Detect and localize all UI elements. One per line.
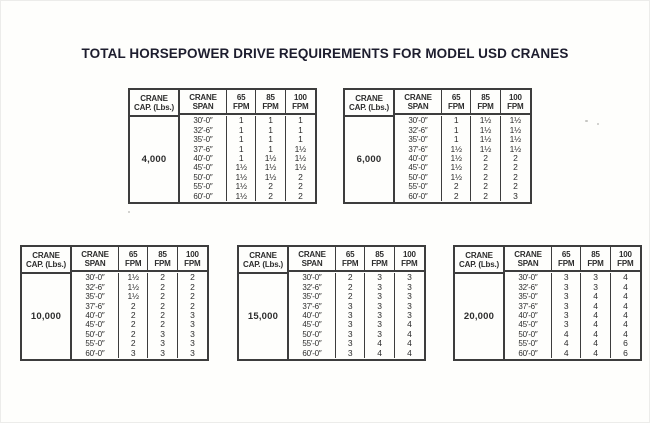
span-header-line2: SPAN [84, 258, 106, 268]
span-cell: 40′-0″ [289, 311, 336, 320]
fpm85-header-cell [471, 90, 500, 113]
hp-value-cell: 2 [148, 301, 177, 310]
fpm85-header-line2: FPM [262, 101, 279, 111]
span-cell: 30′-0″ [289, 273, 336, 282]
fpm100-header-cell [395, 247, 424, 270]
horsepower-table-6000 [343, 88, 532, 204]
hp-value-cell: 4 [365, 339, 394, 348]
hp-value-cell: 1½ [119, 282, 148, 291]
hp-value-cell: 2 [119, 330, 148, 339]
hp-value-cell: 3 [407, 272, 412, 283]
hp-value-cell: 4 [581, 320, 610, 329]
span-header-line1: CRANE [298, 249, 326, 259]
fpm65-header-line1: 65 [236, 92, 246, 102]
span-header-cell [395, 90, 442, 113]
hp-value-cell: 3 [365, 292, 394, 301]
span-cell: 55′-0″ [72, 339, 119, 348]
span-cell: 37′-6″ [180, 144, 227, 153]
hp-value-cell: 2 [298, 171, 303, 182]
capacity-header-line1: CRANE [465, 250, 493, 260]
capacity-header-cell [455, 247, 503, 274]
fpm100-header-line2: FPM [184, 258, 201, 268]
scan-speck [585, 120, 588, 122]
hp-value-cell: 2 [119, 320, 148, 329]
hp-value-cell: 2 [148, 320, 177, 329]
span-cell: 40′-0″ [180, 154, 227, 163]
capacity-header-line1: CRANE [32, 250, 60, 260]
hp-value-cell: 3 [365, 311, 394, 320]
capacity-header-line1: CRANE [249, 250, 277, 260]
hp-value-cell: 3 [336, 339, 365, 348]
hp-value-cell: 3 [365, 330, 394, 339]
fpm65-header-line2: FPM [125, 258, 142, 268]
table-header-row [395, 90, 530, 115]
fpm100-header-line1: 100 [508, 92, 522, 102]
span-cell: 50′-0″ [72, 330, 119, 339]
hp-value-cell: 1 [227, 135, 256, 144]
span-cell: 35′-0″ [289, 292, 336, 301]
hp-value-cell: 3 [336, 320, 365, 329]
hp-value-cell: 4 [407, 319, 412, 330]
fpm85-header-line2: FPM [154, 258, 171, 268]
span-cell: 45′-0″ [395, 163, 442, 172]
hp-value-cell: 3 [552, 320, 581, 329]
hp-value-cell: 4 [407, 347, 412, 358]
hp-value-cell: 2 [336, 273, 365, 282]
fpm85-header-line2: FPM [477, 101, 494, 111]
hp-value-cell: 2 [471, 192, 500, 201]
hp-value-cell: 1½ [471, 135, 500, 144]
fpm100-header-line1: 100 [402, 249, 416, 259]
span-cell: 37′-6″ [395, 144, 442, 153]
hp-value-cell: 1½ [227, 192, 256, 201]
fpm65-header-line2: FPM [342, 258, 359, 268]
span-cell: 55′-0″ [505, 339, 552, 348]
hp-value-cell: 1 [227, 125, 256, 134]
hp-value-cell: 3 [336, 311, 365, 320]
hp-value-cell: 1 [256, 135, 285, 144]
hp-value-cell: 1 [227, 154, 256, 163]
hp-value-cell: 1½ [227, 173, 256, 182]
fpm100-header-line2: FPM [292, 101, 309, 111]
hp-value-cell: 4 [552, 330, 581, 339]
span-header-cell [289, 247, 336, 270]
hp-value-cell: 4 [552, 349, 581, 358]
hp-value-cell: 2 [513, 152, 518, 163]
fpm85-header-line1: 85 [158, 249, 167, 259]
hp-value-cell: 1½ [294, 152, 307, 163]
span-cell: 55′-0″ [180, 182, 227, 191]
span-cell: 50′-0″ [289, 330, 336, 339]
capacity-value: 20,000 [463, 311, 495, 322]
span-cell: 40′-0″ [395, 154, 442, 163]
span-header-line2: SPAN [192, 101, 214, 111]
hp-value-cell: 1½ [294, 162, 307, 173]
hp-value-cell: 1 [256, 125, 285, 134]
span-cell: 45′-0″ [505, 320, 552, 329]
span-cell: 60′-0″ [505, 349, 552, 358]
hp-value-cell: 1½ [442, 144, 471, 153]
table-body [289, 272, 424, 359]
capacity-header-line2: CAP. (Lbs.) [459, 259, 499, 269]
capacity-header-line2: CAP. (Lbs.) [349, 102, 389, 112]
horsepower-table-10000 [20, 245, 209, 361]
table-main-column [395, 90, 530, 202]
hp-value-cell: 4 [623, 272, 628, 283]
capacity-column [455, 247, 505, 359]
span-cell: 32′-6″ [289, 282, 336, 291]
fpm85-header-cell [256, 90, 285, 113]
capacity-value: 6,000 [356, 154, 382, 165]
span-header-line1: CRANE [514, 249, 542, 259]
fpm65-header-line2: FPM [233, 101, 250, 111]
hp-value-cell: 2 [190, 300, 195, 311]
table-body [505, 272, 640, 359]
hp-value-cell: 4 [581, 301, 610, 310]
hp-value-cell: 3 [552, 301, 581, 310]
hp-value-cell: 2 [148, 292, 177, 301]
span-cell: 50′-0″ [505, 330, 552, 339]
span-header-cell [180, 90, 227, 113]
hp-value-cell: 2 [471, 173, 500, 182]
horsepower-table-20000 [453, 245, 642, 361]
hp-value-cell: 2 [190, 291, 195, 302]
hp-value-cell: 1 [227, 116, 256, 125]
hp-value-cell: 3 [190, 347, 195, 358]
fpm65-header-line1: 65 [561, 249, 571, 259]
span-cell: 37′-6″ [505, 301, 552, 310]
scan-speck [597, 123, 599, 125]
hp-value-cell: 1½ [227, 163, 256, 172]
hp-value-cell: 1 [227, 144, 256, 153]
hp-value-cell: 1½ [119, 273, 148, 282]
table-body [180, 115, 315, 202]
hp-value-cell: 6 [623, 338, 628, 349]
span-cell: 60′-0″ [395, 192, 442, 201]
hp-value-cell: 1 [298, 124, 303, 135]
hp-value-cell: 1½ [509, 124, 522, 135]
hp-value-cell: 2 [471, 163, 500, 172]
hp-value-cell: 2 [513, 162, 518, 173]
hp-value-cell: 3 [552, 273, 581, 282]
table-main-column [72, 247, 207, 359]
hp-value-cell: 2 [256, 182, 285, 191]
span-cell: 60′-0″ [289, 349, 336, 358]
capacity-value: 4,000 [141, 154, 167, 165]
span-cell: 30′-0″ [395, 116, 442, 125]
fpm100-header-cell [178, 247, 207, 270]
capacity-header-cell [130, 90, 178, 117]
hp-value-cell: 4 [581, 330, 610, 339]
capacity-value: 15,000 [247, 311, 279, 322]
hp-value-cell: 1½ [509, 115, 522, 126]
hp-value-cell: 4 [407, 338, 412, 349]
hp-value-cell: 1 [256, 116, 285, 125]
hp-value-cell: 3 [336, 330, 365, 339]
capacity-column [239, 247, 289, 359]
span-cell: 45′-0″ [180, 163, 227, 172]
fpm65-header-cell [227, 90, 256, 113]
span-cell: 35′-0″ [505, 292, 552, 301]
span-header-line2: SPAN [517, 258, 539, 268]
fpm85-header-cell [148, 247, 177, 270]
hp-value-cell: 3 [190, 309, 195, 320]
span-cell: 55′-0″ [395, 182, 442, 191]
hp-value-cell: 2 [471, 154, 500, 163]
hp-value-cell: 2 [471, 182, 500, 191]
capacity-header-cell [239, 247, 287, 274]
span-cell: 30′-0″ [505, 273, 552, 282]
fpm65-header-cell [119, 247, 148, 270]
hp-value-cell: 2 [298, 190, 303, 201]
table-body [395, 115, 530, 202]
span-header-cell [505, 247, 552, 270]
hp-value-cell: 2 [513, 171, 518, 182]
table-main-column [180, 90, 315, 202]
hp-value-cell: 1½ [471, 116, 500, 125]
hp-value-cell: 3 [365, 282, 394, 291]
fpm85-header-line2: FPM [587, 258, 604, 268]
hp-value-cell: 2 [442, 182, 471, 191]
hp-value-cell: 3 [365, 320, 394, 329]
hp-value-cell: 3 [119, 349, 148, 358]
capacity-header-line2: CAP. (Lbs.) [134, 102, 174, 112]
hp-value-cell: 1½ [256, 154, 285, 163]
hp-value-cell: 1½ [227, 182, 256, 191]
fpm85-header-line1: 85 [481, 92, 490, 102]
hp-value-cell: 2 [148, 273, 177, 282]
span-cell: 50′-0″ [395, 173, 442, 182]
hp-value-cell: 3 [552, 292, 581, 301]
hp-value-cell: 2 [119, 339, 148, 348]
hp-value-cell: 1 [256, 144, 285, 153]
span-header-line2: SPAN [407, 101, 429, 111]
hp-value-cell: 4 [581, 311, 610, 320]
hp-value-cell: 3 [336, 349, 365, 358]
hp-value-cell: 6 [623, 347, 628, 358]
hp-value-cell: 4 [623, 300, 628, 311]
fpm85-header-cell [365, 247, 394, 270]
hp-value-cell: 3 [190, 319, 195, 330]
hp-value-cell: 3 [336, 301, 365, 310]
hp-value-cell: 1½ [509, 134, 522, 145]
span-cell: 45′-0″ [289, 320, 336, 329]
hp-value-cell: 4 [407, 328, 412, 339]
fpm65-header-cell [336, 247, 365, 270]
hp-value-cell: 3 [581, 273, 610, 282]
capacity-header-line1: CRANE [355, 93, 383, 103]
span-cell: 35′-0″ [72, 292, 119, 301]
span-cell: 32′-6″ [180, 125, 227, 134]
fpm65-header-line1: 65 [345, 249, 355, 259]
hp-value-cell: 3 [407, 291, 412, 302]
hp-value-cell: 1½ [294, 143, 307, 154]
table-header-row [180, 90, 315, 115]
hp-value-cell: 3 [407, 300, 412, 311]
table-header-row [289, 247, 424, 272]
fpm65-header-line1: 65 [451, 92, 461, 102]
fpm65-header-cell [442, 90, 471, 113]
hp-value-cell: 3 [513, 190, 518, 201]
capacity-header-line1: CRANE [140, 93, 168, 103]
hp-value-cell: 2 [442, 192, 471, 201]
table-header-row [72, 247, 207, 272]
span-header-line1: CRANE [81, 249, 109, 259]
hp-value-cell: 1½ [509, 143, 522, 154]
hp-value-cell: 1½ [442, 154, 471, 163]
hp-value-cell: 3 [581, 282, 610, 291]
span-header-cell [72, 247, 119, 270]
fpm100-header-line2: FPM [507, 101, 524, 111]
hp-value-cell: 1 [442, 116, 471, 125]
fpm65-header-line2: FPM [448, 101, 465, 111]
hp-value-cell: 2 [256, 192, 285, 201]
span-cell: 37′-6″ [72, 301, 119, 310]
span-cell: 40′-0″ [72, 311, 119, 320]
capacity-header-line2: CAP. (Lbs.) [26, 259, 66, 269]
fpm85-header-line1: 85 [266, 92, 275, 102]
hp-value-cell: 3 [148, 330, 177, 339]
hp-value-cell: 3 [407, 281, 412, 292]
hp-value-cell: 2 [298, 181, 303, 192]
hp-value-cell: 1½ [119, 292, 148, 301]
table-main-column [289, 247, 424, 359]
hp-value-cell: 1½ [471, 125, 500, 134]
hp-value-cell: 3 [552, 282, 581, 291]
hp-value-cell: 1 [442, 135, 471, 144]
hp-value-cell: 4 [365, 349, 394, 358]
fpm85-header-line1: 85 [375, 249, 384, 259]
hp-value-cell: 4 [581, 339, 610, 348]
span-header-line1: CRANE [404, 92, 432, 102]
hp-value-cell: 2 [336, 282, 365, 291]
hp-value-cell: 1½ [256, 163, 285, 172]
hp-value-cell: 4 [581, 292, 610, 301]
hp-value-cell: 2 [190, 281, 195, 292]
span-cell: 45′-0″ [72, 320, 119, 329]
span-cell: 30′-0″ [72, 273, 119, 282]
fpm85-header-line2: FPM [371, 258, 388, 268]
fpm100-header-line1: 100 [293, 92, 307, 102]
span-cell: 32′-6″ [505, 282, 552, 291]
fpm85-header-cell [581, 247, 610, 270]
span-header-line2: SPAN [301, 258, 323, 268]
fpm65-header-line2: FPM [558, 258, 575, 268]
hp-value-cell: 3 [190, 328, 195, 339]
hp-value-cell: 1½ [442, 173, 471, 182]
fpm100-header-line2: FPM [617, 258, 634, 268]
fpm100-header-line1: 100 [185, 249, 199, 259]
fpm85-header-line1: 85 [591, 249, 600, 259]
hp-value-cell: 2 [119, 301, 148, 310]
hp-value-cell: 1½ [442, 163, 471, 172]
capacity-column [22, 247, 72, 359]
hp-value-cell: 3 [365, 301, 394, 310]
hp-value-cell: 2 [336, 292, 365, 301]
hp-value-cell: 1½ [256, 173, 285, 182]
capacity-header-line2: CAP. (Lbs.) [243, 259, 283, 269]
hp-value-cell: 3 [365, 273, 394, 282]
hp-value-cell: 1½ [471, 144, 500, 153]
hp-value-cell: 3 [407, 309, 412, 320]
hp-value-cell: 2 [513, 181, 518, 192]
capacity-header-cell [345, 90, 393, 117]
hp-value-cell: 4 [623, 291, 628, 302]
fpm100-header-cell [286, 90, 315, 113]
fpm100-header-cell [611, 247, 640, 270]
hp-value-cell: 1 [442, 125, 471, 134]
span-cell: 30′-0″ [180, 116, 227, 125]
hp-value-cell: 4 [552, 339, 581, 348]
hp-value-cell: 2 [119, 311, 148, 320]
hp-value-cell: 3 [552, 311, 581, 320]
hp-value-cell: 1 [298, 134, 303, 145]
hp-value-cell: 3 [190, 338, 195, 349]
hp-value-cell: 2 [148, 311, 177, 320]
span-cell: 32′-6″ [395, 125, 442, 134]
span-header-line1: CRANE [189, 92, 217, 102]
hp-value-cell: 4 [623, 328, 628, 339]
capacity-column [130, 90, 180, 202]
fpm100-header-line1: 100 [618, 249, 632, 259]
span-cell: 60′-0″ [180, 192, 227, 201]
capacity-value: 10,000 [30, 311, 62, 322]
span-cell: 55′-0″ [289, 339, 336, 348]
table-header-row [505, 247, 640, 272]
span-cell: 40′-0″ [505, 311, 552, 320]
page-title: TOTAL HORSEPOWER DRIVE REQUIREMENTS FOR MODEL USD CRANES [81, 46, 569, 61]
hp-value-cell: 3 [148, 339, 177, 348]
horsepower-table-15000 [237, 245, 426, 361]
horsepower-table-4000 [128, 88, 317, 204]
hp-value-cell: 3 [148, 349, 177, 358]
hp-value-cell: 2 [148, 282, 177, 291]
span-cell: 35′-0″ [395, 135, 442, 144]
span-cell: 50′-0″ [180, 173, 227, 182]
span-cell: 32′-6″ [72, 282, 119, 291]
fpm65-header-cell [552, 247, 581, 270]
hp-value-cell: 2 [190, 272, 195, 283]
capacity-header-cell [22, 247, 70, 274]
hp-value-cell: 4 [581, 349, 610, 358]
hp-value-cell: 1 [298, 115, 303, 126]
scan-speck [128, 211, 130, 213]
capacity-column [345, 90, 395, 202]
table-main-column [505, 247, 640, 359]
span-cell: 37′-6″ [289, 301, 336, 310]
hp-value-cell: 4 [623, 309, 628, 320]
table-body [72, 272, 207, 359]
span-cell: 35′-0″ [180, 135, 227, 144]
fpm100-header-line2: FPM [401, 258, 418, 268]
hp-value-cell: 4 [623, 319, 628, 330]
fpm100-header-cell [501, 90, 530, 113]
fpm65-header-line1: 65 [128, 249, 138, 259]
span-cell: 60′-0″ [72, 349, 119, 358]
hp-value-cell: 4 [623, 281, 628, 292]
